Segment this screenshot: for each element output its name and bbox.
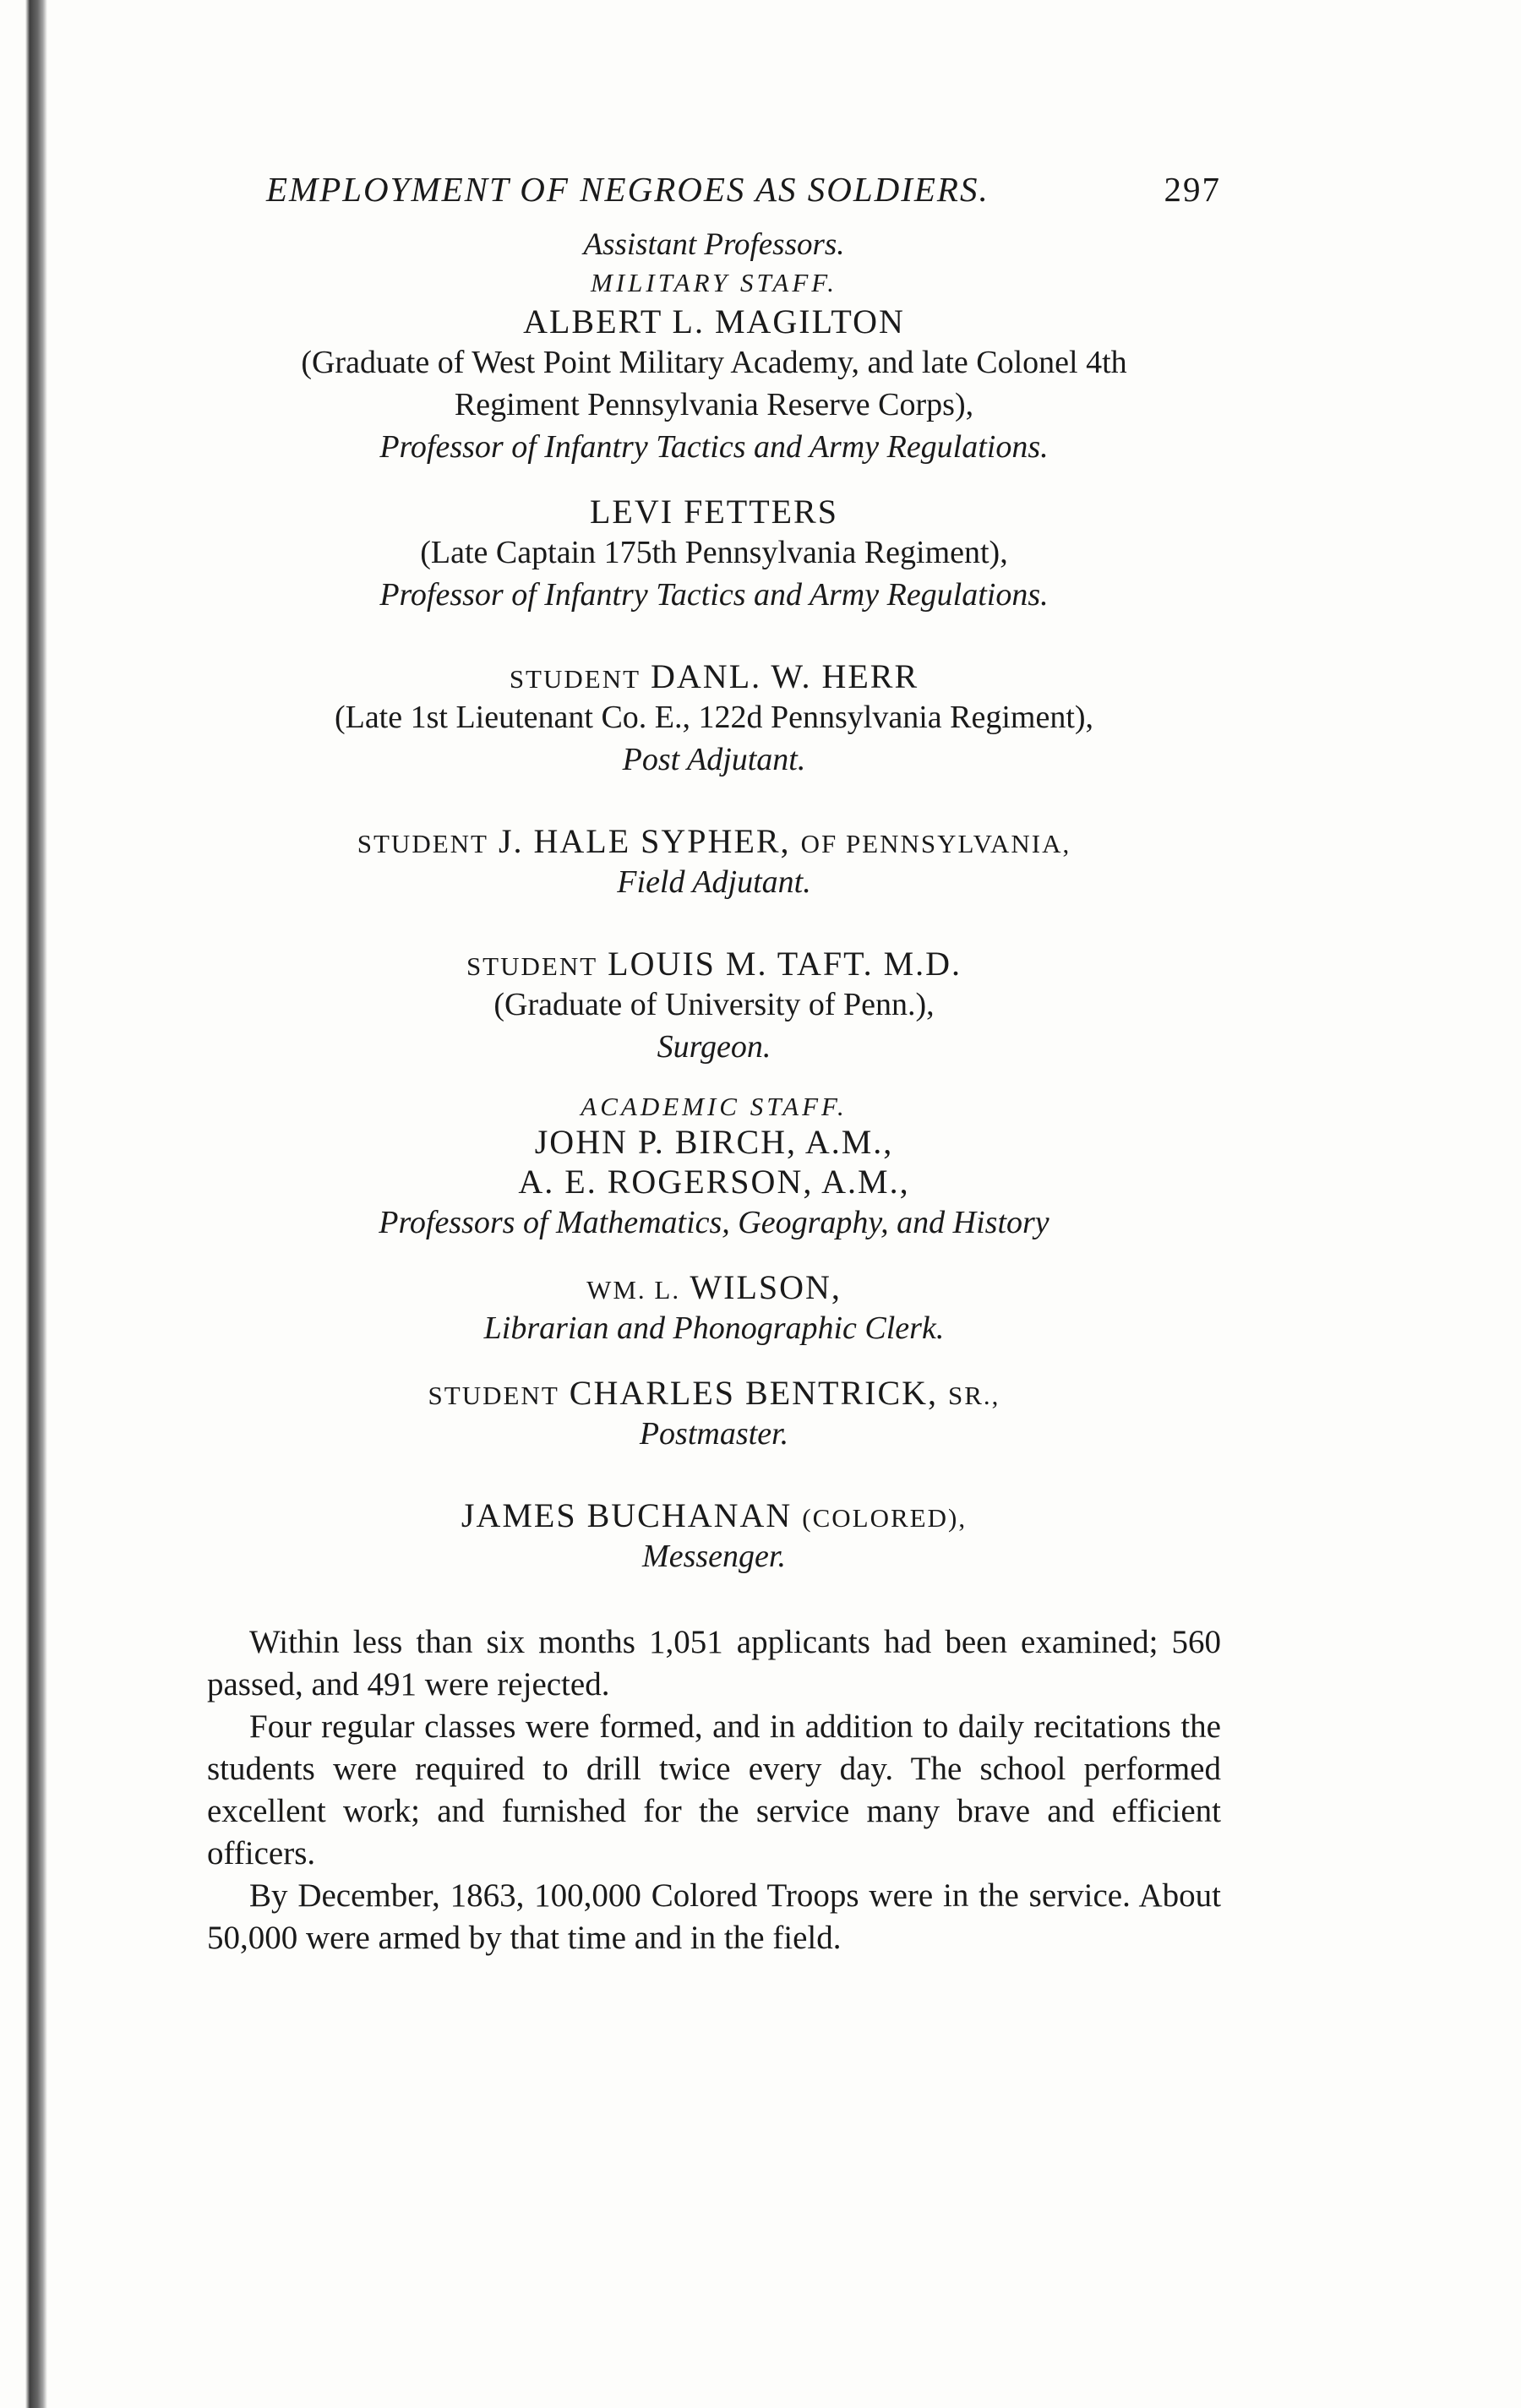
entry-description: (Graduate of West Point Military Academy, and late Colonel 4th: [301, 345, 1127, 380]
entry-fetters: [207, 492, 1221, 616]
entry-prefix: STUDENT: [466, 951, 598, 981]
book-binding-edge: [25, 0, 47, 2408]
running-title: EMPLOYMENT OF NEGROES AS SOLDIERS.: [266, 170, 989, 209]
entry-name: ALBERT L. MAGILTON: [523, 302, 905, 340]
entry-buchanan: [207, 1495, 1221, 1577]
entry-role: Professor of Infantry Tactics and Army Regulations.: [379, 429, 1049, 465]
entry-role: Librarian and Phonographic Clerk.: [483, 1310, 945, 1346]
entry-wilson: [207, 1267, 1221, 1349]
entry-description: (Late Captain 175th Pennsylvania Regiment),: [420, 535, 1008, 570]
entry-role: Professor of Infantry Tactics and Army Regulations.: [379, 577, 1049, 613]
entry-taft: [207, 944, 1221, 1068]
paragraph: Four regular classes were formed, and in addition to daily recitations the students were required to drill twice every day. The school performed excellent work; and furnished for the service many brave and efficient officers.: [207, 1708, 1221, 1871]
entry-name: WILSON,: [690, 1268, 842, 1306]
entry-birch: JOHN P. BIRCH, A.M.,: [534, 1123, 894, 1161]
entry-name: DANL. W. HERR: [651, 657, 919, 695]
entry-suffix: (COLORED),: [802, 1503, 968, 1533]
entry-description: (Late 1st Lieutenant Co. E., 122d Pennsylvania Regiment),: [334, 700, 1094, 735]
entry-prefix: WM. L.: [586, 1275, 681, 1305]
paragraph: Within less than six months 1,051 applicants had been examined; 560 passed, and 491 were rejected.: [207, 1624, 1221, 1702]
page-number: 297: [1164, 170, 1221, 209]
paragraph: By December, 1863, 100,000 Colored Troops were in the service. About 50,000 were armed by that time and in the field.: [207, 1877, 1221, 1956]
entry-prefix: STUDENT: [357, 829, 488, 858]
entry-role: Professors of Mathematics, Geography, and History: [379, 1205, 1049, 1240]
academic-staff-heading: ACADEMIC STAFF.: [581, 1092, 848, 1121]
entry-prefix: STUDENT: [509, 664, 641, 694]
entry-name: LEVI FETTERS: [590, 493, 838, 531]
entry-role: Field Adjutant.: [617, 864, 811, 900]
entry-role: Messenger.: [642, 1539, 786, 1574]
entry-name: J. HALE SYPHER,: [498, 822, 791, 860]
entry-description: (Graduate of University of Penn.),: [493, 987, 935, 1022]
body-text: [207, 1621, 1221, 1959]
entry-name: JAMES BUCHANAN: [461, 1496, 793, 1534]
assistant-professors-heading: Assistant Professors.: [583, 227, 845, 262]
entry-role: Postmaster.: [639, 1416, 789, 1452]
entry-prefix: STUDENT: [428, 1381, 559, 1410]
entry-bentrick: [207, 1373, 1221, 1455]
running-header: [207, 161, 1221, 220]
entry-rogerson: A. E. ROGERSON, A.M.,: [518, 1163, 910, 1201]
entry-name: LOUIS M. TAFT. M.D.: [608, 945, 962, 983]
entry-role: Surgeon.: [657, 1029, 771, 1065]
book-page: [207, 161, 1221, 1959]
entry-description: Regiment Pennsylvania Reserve Corps),: [454, 387, 974, 422]
entry-role: Post Adjutant.: [622, 742, 806, 777]
entry-name: CHARLES BENTRICK,: [569, 1374, 939, 1412]
entry-suffix: OF PENNSYLVANIA,: [800, 829, 1071, 858]
entry-suffix: SR.,: [948, 1381, 1000, 1410]
entry-sypher: [207, 821, 1221, 903]
entry-magilton: [207, 302, 1221, 468]
military-staff-heading: MILITARY STAFF.: [591, 268, 837, 297]
entry-herr: [207, 656, 1221, 781]
